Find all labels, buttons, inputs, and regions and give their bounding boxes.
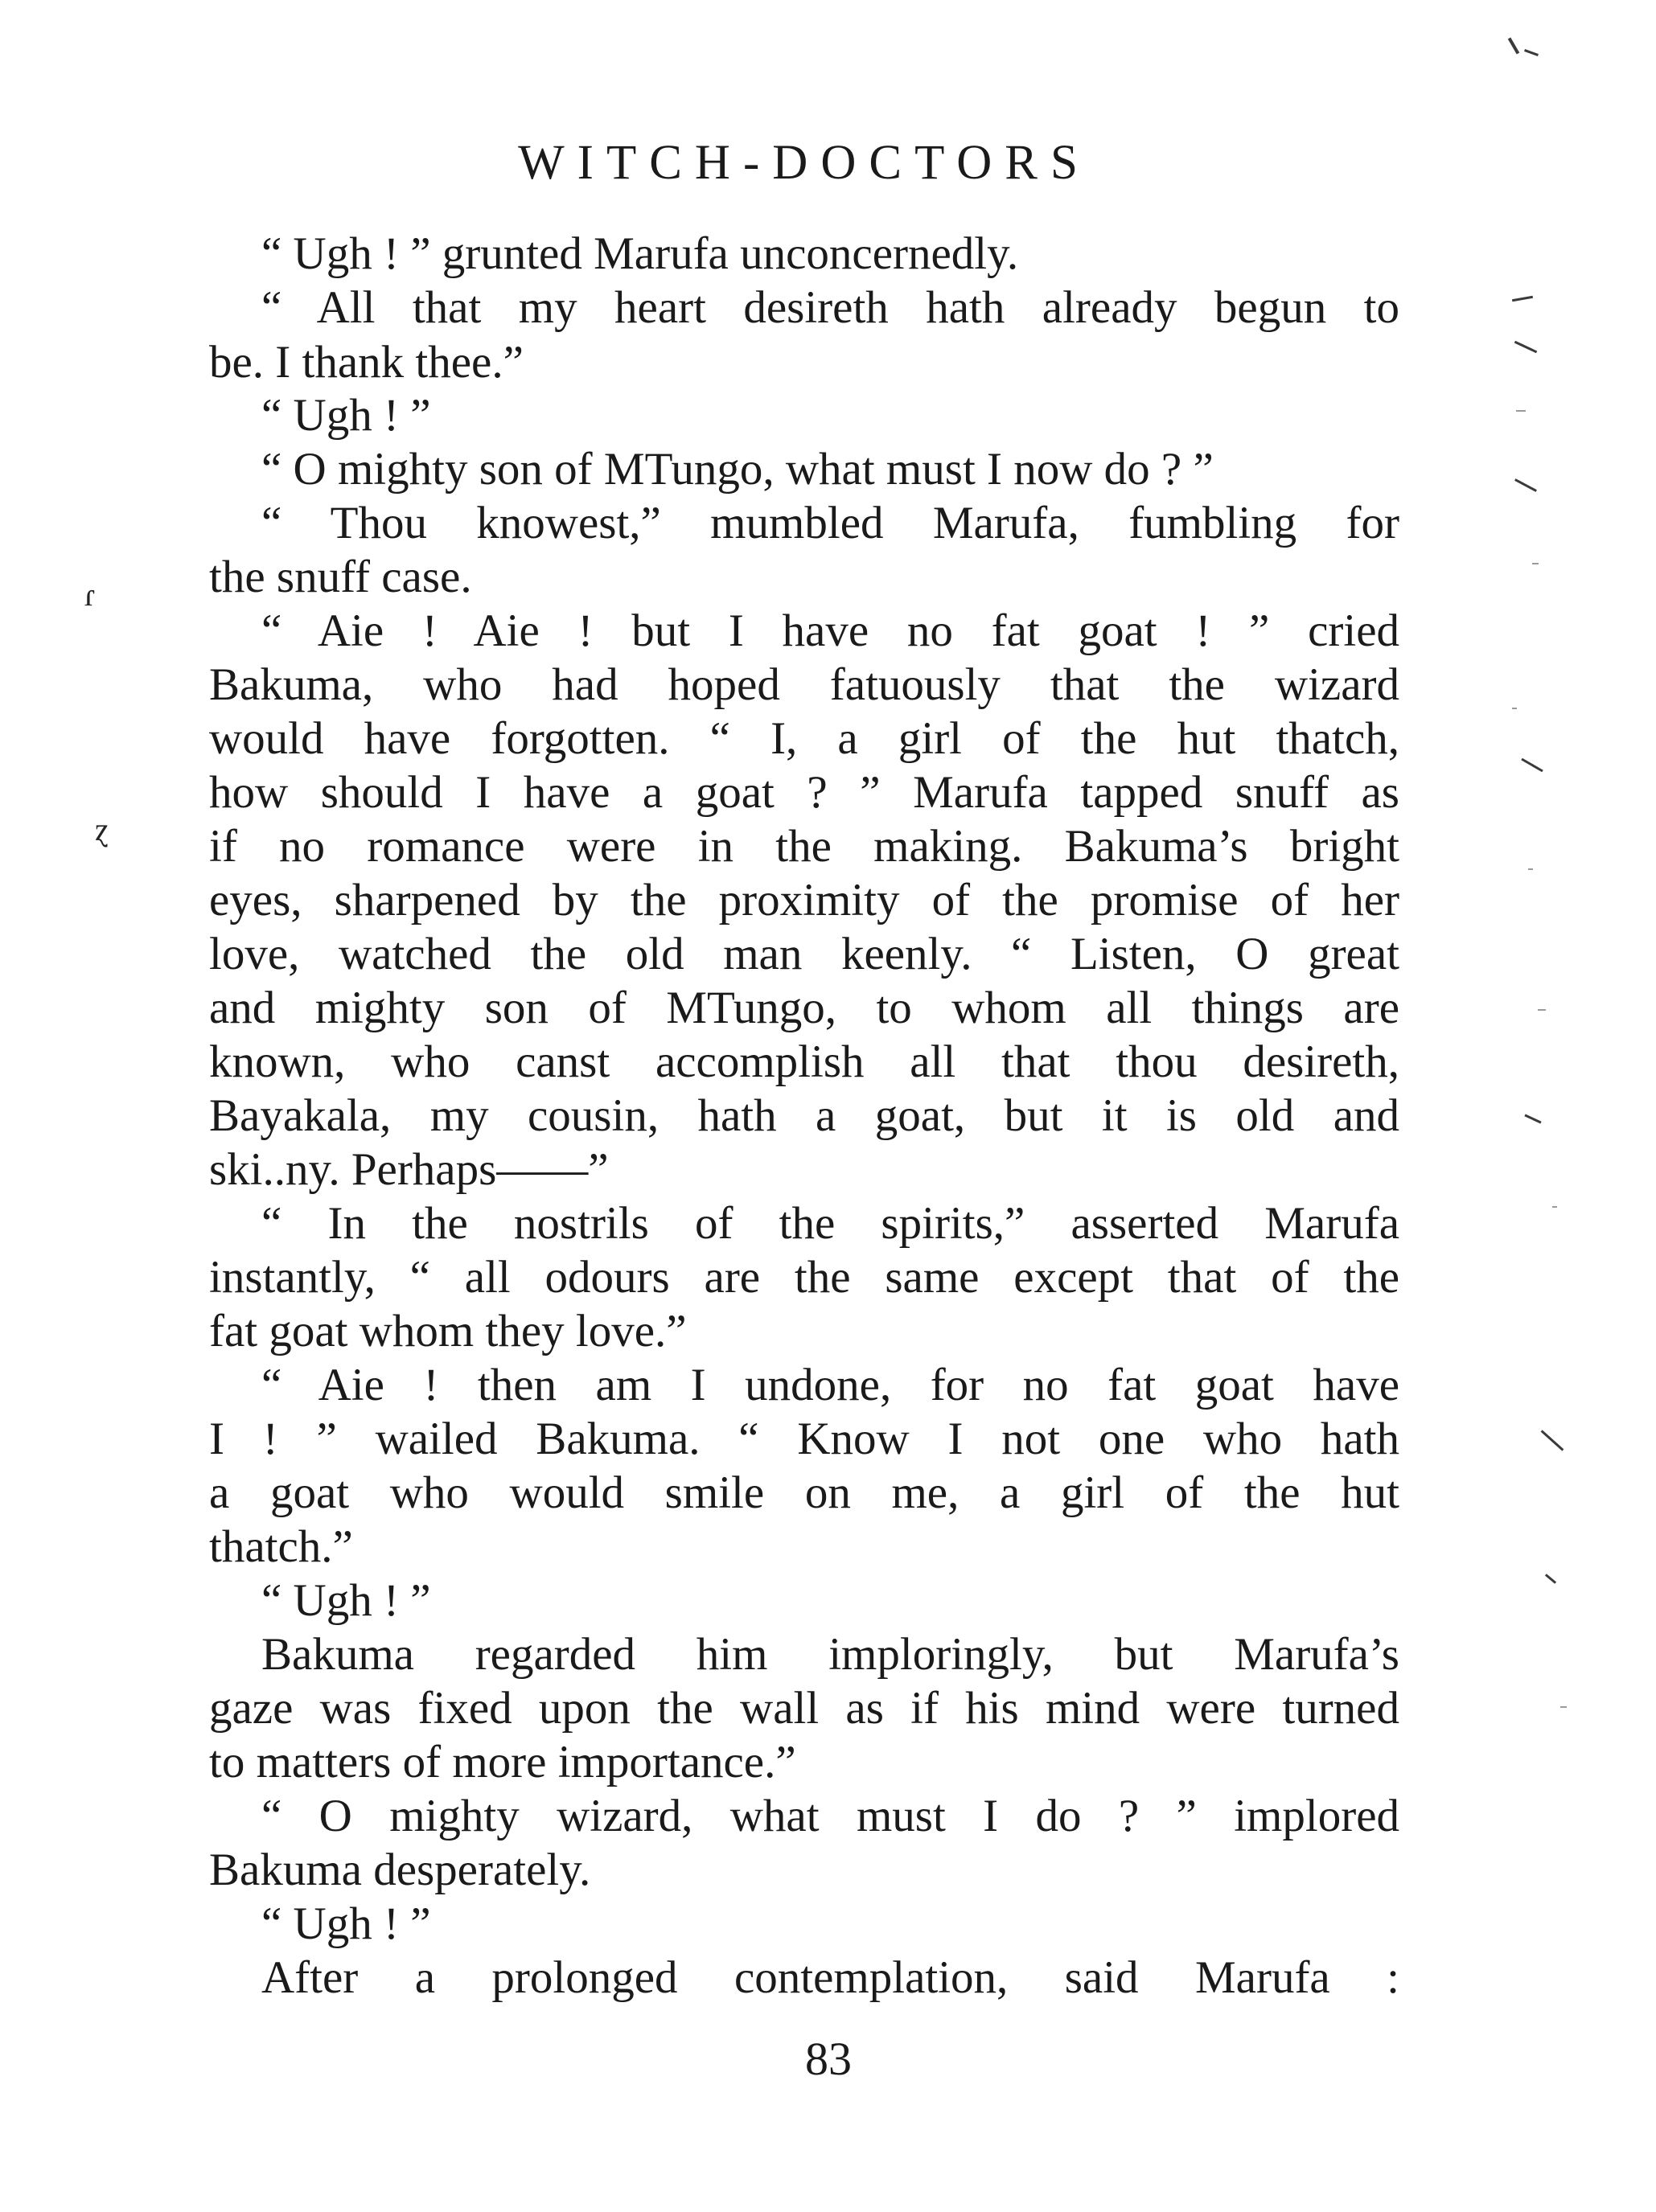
text-line: I ! ” wailed Bakuma. “ Know I not one who hath xyxy=(209,1414,1399,1464)
margin-speck-mark: ɀ xyxy=(95,811,109,847)
text-line: “ Ugh ! ” grunted Marufa unconcernedly. xyxy=(261,228,1019,279)
text-line: fat goat whom they love.” xyxy=(209,1306,687,1356)
text-line: After a prolonged contemplation, said Marufa : xyxy=(261,1952,1399,2003)
text-line: “ O mighty wizard, what must I do ? ” implored xyxy=(261,1791,1399,1841)
text-line: gaze was fixed upon the wall as if his mind were turned xyxy=(209,1683,1399,1734)
text-line: Bakuma regarded him imploringly, but Marufa’s xyxy=(261,1629,1399,1680)
text-line: “ Ugh ! ” xyxy=(261,1898,431,1949)
text-line: “ Aie ! Aie ! but I have no fat goat ! ” cried xyxy=(261,605,1399,656)
text-line: instantly, “ all odours are the same except that of the xyxy=(209,1252,1399,1303)
text-line: would have forgotten. “ I, a girl of the hut thatch, xyxy=(209,713,1399,764)
text-line: ski..ny. Perhaps——” xyxy=(209,1144,609,1195)
text-line: “ In the nostrils of the spirits,” asserted Marufa xyxy=(261,1198,1399,1249)
text-line: “ Thou knowest,” mumbled Marufa, fumbling for xyxy=(261,498,1399,548)
text-line: love, watched the old man keenly. “ Listen, O great xyxy=(209,929,1399,979)
text-line: to matters of more importance.” xyxy=(209,1737,796,1787)
text-line: known, who canst accomplish all that thou desireth, xyxy=(209,1036,1399,1087)
text-line: if no romance were in the making. Bakuma’s bright xyxy=(209,821,1399,872)
text-line: be. I thank thee.” xyxy=(209,337,524,388)
text-line: how should I have a goat ? ” Marufa tapped snuff as xyxy=(209,767,1399,818)
text-line: “ O mighty son of MTungo, what must I now do ? ” xyxy=(261,444,1214,495)
text-line: “ Ugh ! ” xyxy=(261,1575,431,1626)
text-line: eyes, sharpened by the proximity of the promise of her xyxy=(209,875,1399,925)
text-line: and mighty son of MTungo, to whom all things are xyxy=(209,983,1399,1033)
page-number: 83 xyxy=(805,2033,852,2085)
text-line: Bakuma, who had hoped fatuously that the wizard xyxy=(209,659,1399,710)
text-line: “ Aie ! then am I undone, for no fat goat have xyxy=(261,1360,1399,1410)
text-line: “ Ugh ! ” xyxy=(261,390,431,441)
margin-speck-mark: ɾ xyxy=(84,577,96,613)
text-line: Bayakala, my cousin, hath a goat, but it is old and xyxy=(209,1090,1399,1141)
text-line: “ All that my heart desireth hath already begun to xyxy=(261,282,1399,333)
text-line: a goat who would smile on me, a girl of the hut xyxy=(209,1467,1399,1518)
text-line: thatch.” xyxy=(209,1521,353,1572)
text-line: Bakuma desperately. xyxy=(209,1845,591,1895)
running-head: WITCH-DOCTORS xyxy=(518,136,1091,190)
text-line: the snuff case. xyxy=(209,552,472,602)
